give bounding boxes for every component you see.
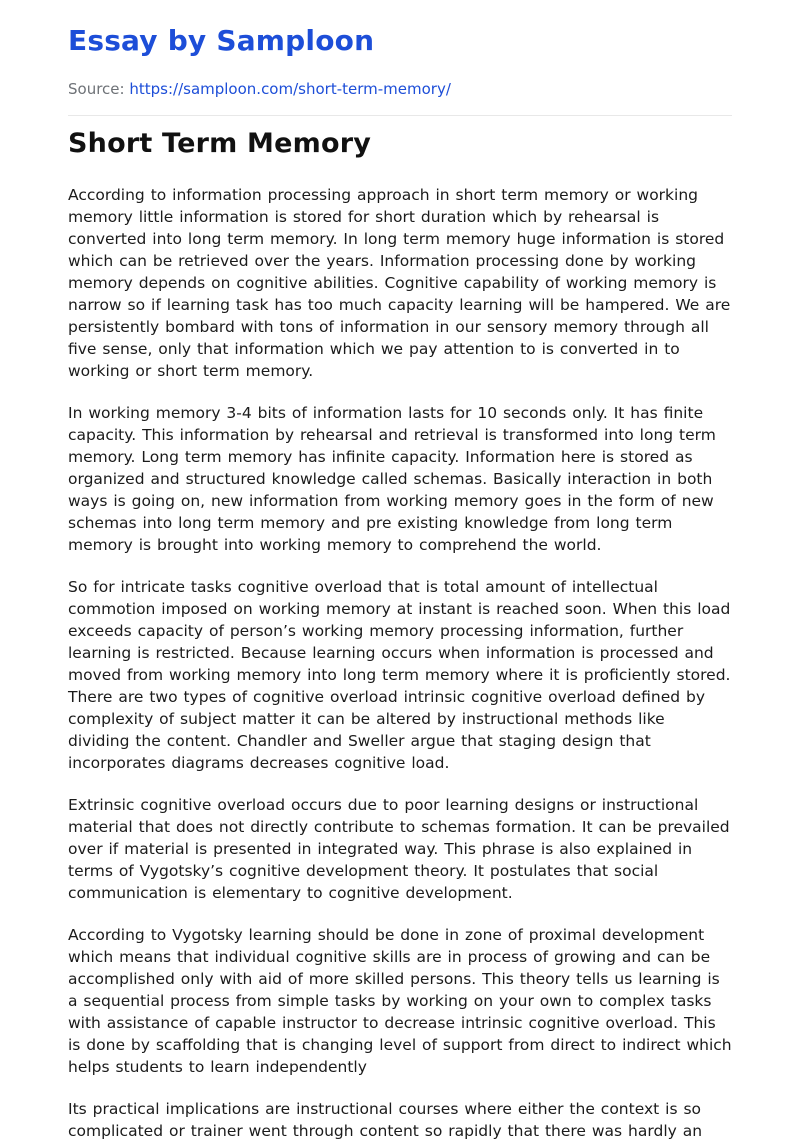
source-label: Source: xyxy=(68,80,125,98)
essay-title: Short Term Memory xyxy=(68,128,372,159)
essay-paragraph: So for intricate tasks cognitive overload that is total amount of intellectual commotion imposed on working memory at instant is reached soon. When this load exceeds capacity of person’s working memory processing information, further learning is restricted. Because learning occurs when information is processed and moved from working memory into long term memory where it is proficiently stored. There are two types of cognitive overload intrinsic cognitive overload defined by complexity of subject matter it can be altered by instructional methods like dividing the content. Chandler and Sweller argue that staging design that incorporates diagrams decreases cognitive load. xyxy=(68,578,731,772)
divider xyxy=(68,115,732,116)
site-header-title: Essay by Samploon xyxy=(68,24,375,57)
essay-body xyxy=(68,184,732,1142)
essay-paragraph: Extrinsic cognitive overload occurs due to poor learning designs or instructional material that does not directly contribute to schemas formation. It can be prevailed over if material is presented in integrated way. This phrase is also explained in terms of Vygotsky’s cognitive development theory. It postulates that social communication is elementary to cognitive development. xyxy=(68,796,730,902)
source-link[interactable]: https://samploon.com/short-term-memory/ xyxy=(129,80,451,98)
essay-paragraph: According to Vygotsky learning should be done in zone of proximal development which means that individual cognitive skills are in process of growing and can be accomplished only with aid of more skilled persons. This theory tells us learning is a sequential process from simple tasks by working on your own to complex tasks with assistance of capable instructor to decrease intrinsic cognitive overload. This is done by scaffolding that is changing level of support from direct to indirect which helps students to learn independently xyxy=(68,926,732,1076)
source-row xyxy=(68,80,732,98)
essay-paragraph: In working memory 3-4 bits of information lasts for 10 seconds only. It has finite capacity. This information by rehearsal and retrieval is transformed into long term memory. Long term memory has infinite capacity. Information here is stored as organized and structured knowledge called schemas. Basically interaction in both ways is going on, new information from working memory goes in the form of new schemas into long term memory and pre existing knowledge from long term memory is brought into working memory to comprehend the world. xyxy=(68,404,716,554)
essay-paragraph: Its practical implications are instructional courses where either the context is so complicated or trainer went through content so rapidly that there was hardly an xyxy=(68,1100,703,1140)
essay-paragraph: According to information processing approach in short term memory or working memory little information is stored for short duration which by rehearsal is converted into long term memory. In long term memory huge information is stored which can be retrieved over the years. Information processing done by working memory depends on cognitive abilities. Cognitive capability of working memory is narrow so if learning task has too much capacity learning will be hampered. We are persistently bombard with tons of information in our sensory memory through all five sense, only that information which we pay attention to is converted in to working or short term memory. xyxy=(68,186,731,380)
